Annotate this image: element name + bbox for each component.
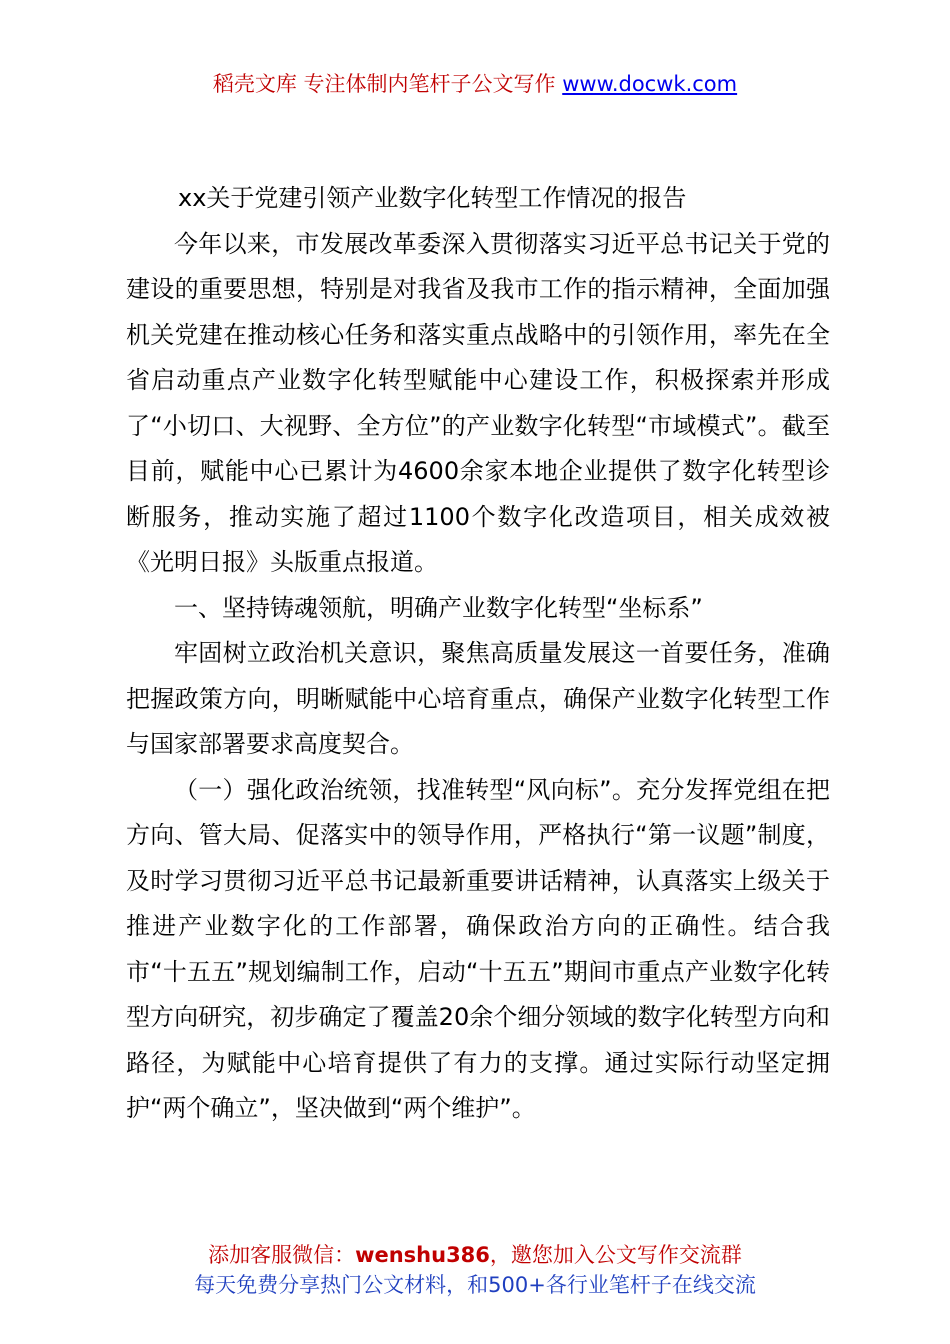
footer-suffix: ，邀您加入公文写作交流群 xyxy=(489,1243,742,1267)
document-title: xx关于党建引领产业数字化转型工作情况的报告 xyxy=(178,184,687,212)
paragraph-intro: 今年以来，市发展改革委深入贯彻落实习近平总书记关于党的建设的重要思想，特别是对我省及我市工作的指示精神，全面加强机关党建在推动核心任务和落实重点战略中的引领作用，率先在全省启动重点产业数字化转型赋能中心建设工作，积极探索并形成了“小切口、大视野、全方位”的产业数字化转型“市域模式”。截至目前，赋能中心已累计为4600余家本地企业提供了数字化转型诊断服务，推动实施了超过1100个数字化改造项目，相关成效被《光明日报》头版重点报道。 xyxy=(126,229,830,576)
header-text: 稻壳文库 专注体制内笔杆子公文写作 xyxy=(212,72,563,96)
page-footer xyxy=(0,1240,950,1300)
section-heading: 一、坚持铸魂领航，明确产业数字化转型“坐标系” xyxy=(174,593,703,622)
page-header xyxy=(0,68,950,100)
document-body xyxy=(126,176,830,1132)
footer-prefix: 添加客服微信： xyxy=(208,1243,356,1267)
website-link[interactable]: www.docwk.com xyxy=(562,72,738,96)
paragraph-subsection-1: （一）强化政治统领，找准转型“风向标”。充分发挥党组在把方向、管大局、促落实中的领导作用，严格执行“第一议题”制度，及时学习贯彻习近平总书记最新重要讲话精神，认真落实上级关于推进产业数字化的工作部署，确保政治方向的正确性。结合我市“十五五”规划编制工作，启动“十五五”期间市重点产业数字化转型方向研究，初步确定了覆盖20余个细分领域的数字化转型方向和路径，为赋能中心培育提供了有力的支撑。通过实际行动坚定拥护“两个确立”，坚决做到“两个维护”。 xyxy=(126,775,830,1122)
wechat-id: wenshu386 xyxy=(355,1243,490,1267)
footer-promo-line: 每天免费分享热门公文材料，和500+各行业笔杆子在线交流 xyxy=(194,1273,756,1297)
footer-contact-line xyxy=(0,1240,950,1270)
paragraph-section-intro: 牢固树立政治机关意识，聚焦高质量发展这一首要任务，准确把握政策方向，明晰赋能中心培育重点，确保产业数字化转型工作与国家部署要求高度契合。 xyxy=(126,639,830,758)
